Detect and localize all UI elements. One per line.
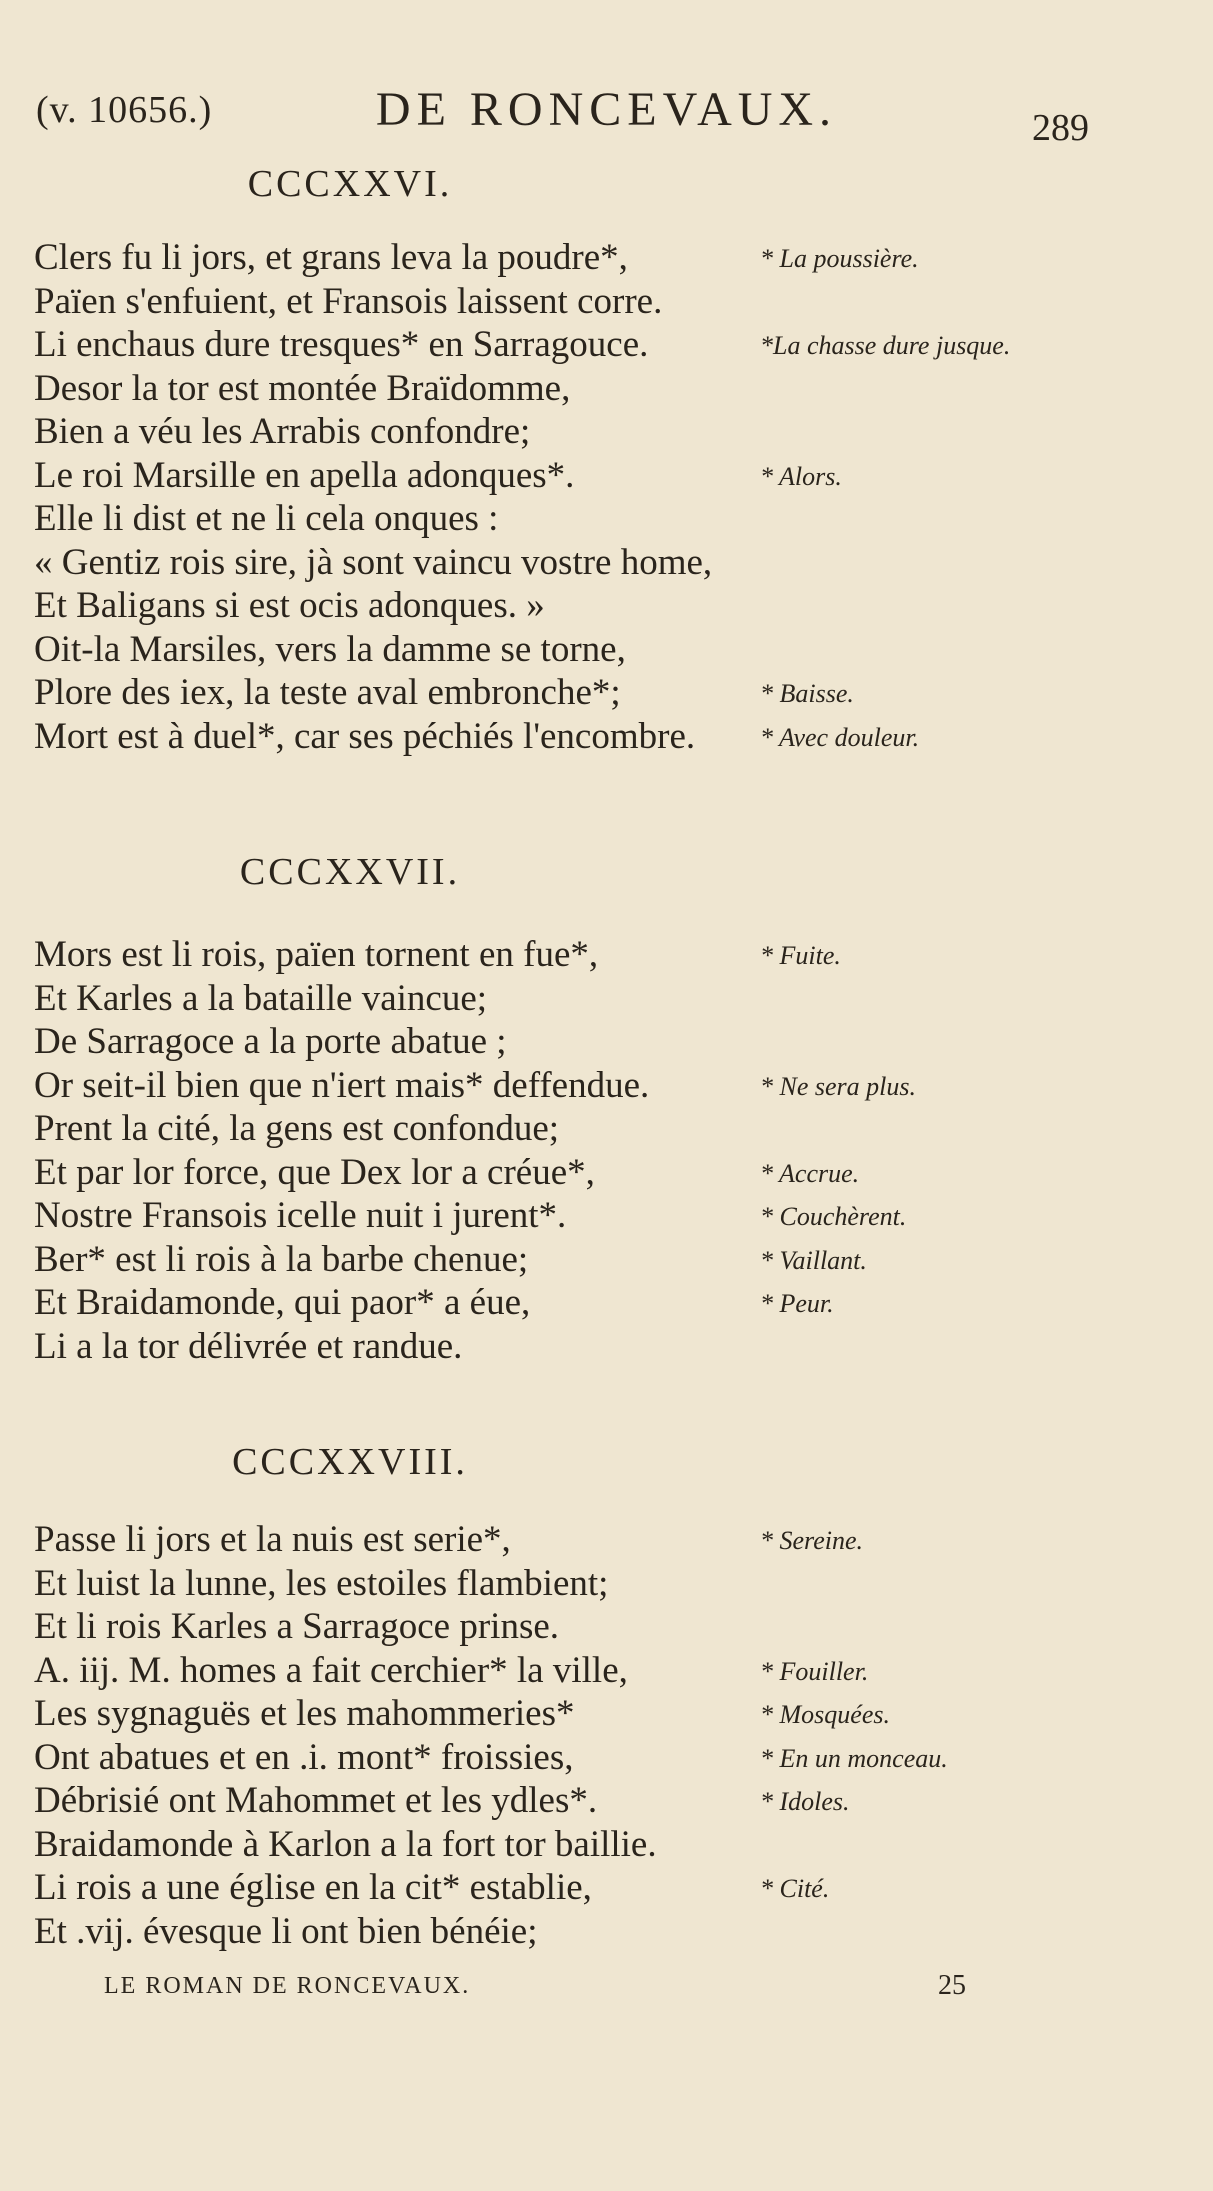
verse-line: Ber* est li rois à la barbe chenue; [34,1238,529,1280]
marginal-gloss: * Avec douleur. [760,722,920,752]
verse-line: Et Baligans si est ocis adonques. » [34,585,545,626]
page-number: 289 [1032,107,1089,149]
verse-line: Nostre Fransois icelle nuit i jurent*. [34,1195,567,1236]
verse-line: Bien a véu les Arrabis confondre; [34,411,531,452]
marginal-gloss: * La poussière. [760,244,919,273]
verse-line: Elle li dist et ne li cela onques : [34,498,499,539]
sheet-number: 25 [938,1970,966,2001]
marginal-gloss: * Idoles. [760,1787,850,1816]
marginal-gloss: *La chasse dure jusque. [760,331,1011,360]
verse-line: Li rois a une église en la cit* establie, [34,1867,592,1908]
marginal-gloss: * Fouiller. [760,1656,869,1686]
verse-line: Prent la cité, la gens est confondue; [34,1108,560,1149]
verse-line: Et Karles a la bataille vaincue; [34,977,488,1019]
verse-line: Clers fu li jors, et grans leva la poudre*, [34,237,628,278]
verse-line: Le roi Marsille en apella adonques*. [34,454,575,496]
verse-line: Les sygnaguës et les mahommeries* [34,1693,575,1734]
running-title: DE RONCEVAUX. [375,83,838,136]
verse-line: Ont abatues et en .i. mont* froissies, [34,1736,574,1778]
verse-line: A. iij. M. homes a fait cerchier* la ville, [34,1649,628,1691]
verse-line: Mors est li rois, païen tornent en fue*, [34,934,599,975]
verse-line: Oit-la Marsiles, vers la damme se torne, [34,628,626,670]
verse-line: Or seit-il bien que n'iert mais* deffendue. [34,1064,650,1106]
verse-line: Et luist la lunne, les estoiles flambient; [34,1562,609,1604]
verse-line: « Gentiz rois sire, jà sont vaincu vostre home, [34,541,713,583]
verse-line: Débrisié ont Mahommet et les ydles*. [34,1780,598,1821]
stanza-heading: CCCXXVII. [239,851,461,893]
verse-reference: (v. 10656.) [36,89,213,131]
stanza-heading: CCCXXVIII. [232,1441,468,1483]
marginal-gloss: * Vaillant. [760,1245,867,1275]
verse-line: Et Braidamonde, qui paor* a éue, [34,1282,531,1323]
verse-line: Li enchaus dure tresques* en Sarragouce. [34,324,649,365]
verse-line: Et par lor force, que Dex lor a créue*, [34,1151,595,1193]
marginal-gloss: * Ne sera plus. [760,1071,916,1101]
verse-line: Et li rois Karles a Sarragoce prinse. [34,1606,560,1647]
marginal-gloss: * Cité. [760,1874,830,1903]
verse-line: Braidamonde à Karlon a la fort tor baillie. [34,1823,657,1865]
marginal-gloss: * Baisse. [760,679,854,708]
stanza-heading: CCCXXVI. [247,163,453,205]
verse-line: Passe li jors et la nuis est serie*, [34,1519,511,1560]
verse-line: Et .vij. évesque li ont bien bénéie; [34,1910,538,1952]
verse-line: De Sarragoce a la porte abatue ; [34,1021,507,1062]
verse-line: Plore des iex, la teste aval embronche*; [34,672,621,713]
marginal-gloss: * Alors. [760,461,842,491]
marginal-gloss: * Accrue. [760,1158,860,1188]
marginal-gloss: * En un monceau. [760,1743,948,1773]
verse-line: Mort est à duel*, car ses péchiés l'encombre. [34,715,696,757]
signature-mark: LE ROMAN DE RONCEVAUX. [104,1973,471,1999]
verse-line: Li a la tor délivrée et randue. [34,1325,463,1367]
verse-line: Desor la tor est montée Braïdomme, [34,367,571,409]
marginal-gloss: * Mosquées. [760,1700,890,1729]
marginal-gloss: * Sereine. [760,1526,863,1555]
verse-line: Païen s'enfuient, et Fransois laissent corre. [34,280,663,322]
marginal-gloss: * Couchèrent. [760,1202,907,1231]
marginal-gloss: * Peur. [760,1289,834,1318]
marginal-gloss: * Fuite. [760,941,841,970]
